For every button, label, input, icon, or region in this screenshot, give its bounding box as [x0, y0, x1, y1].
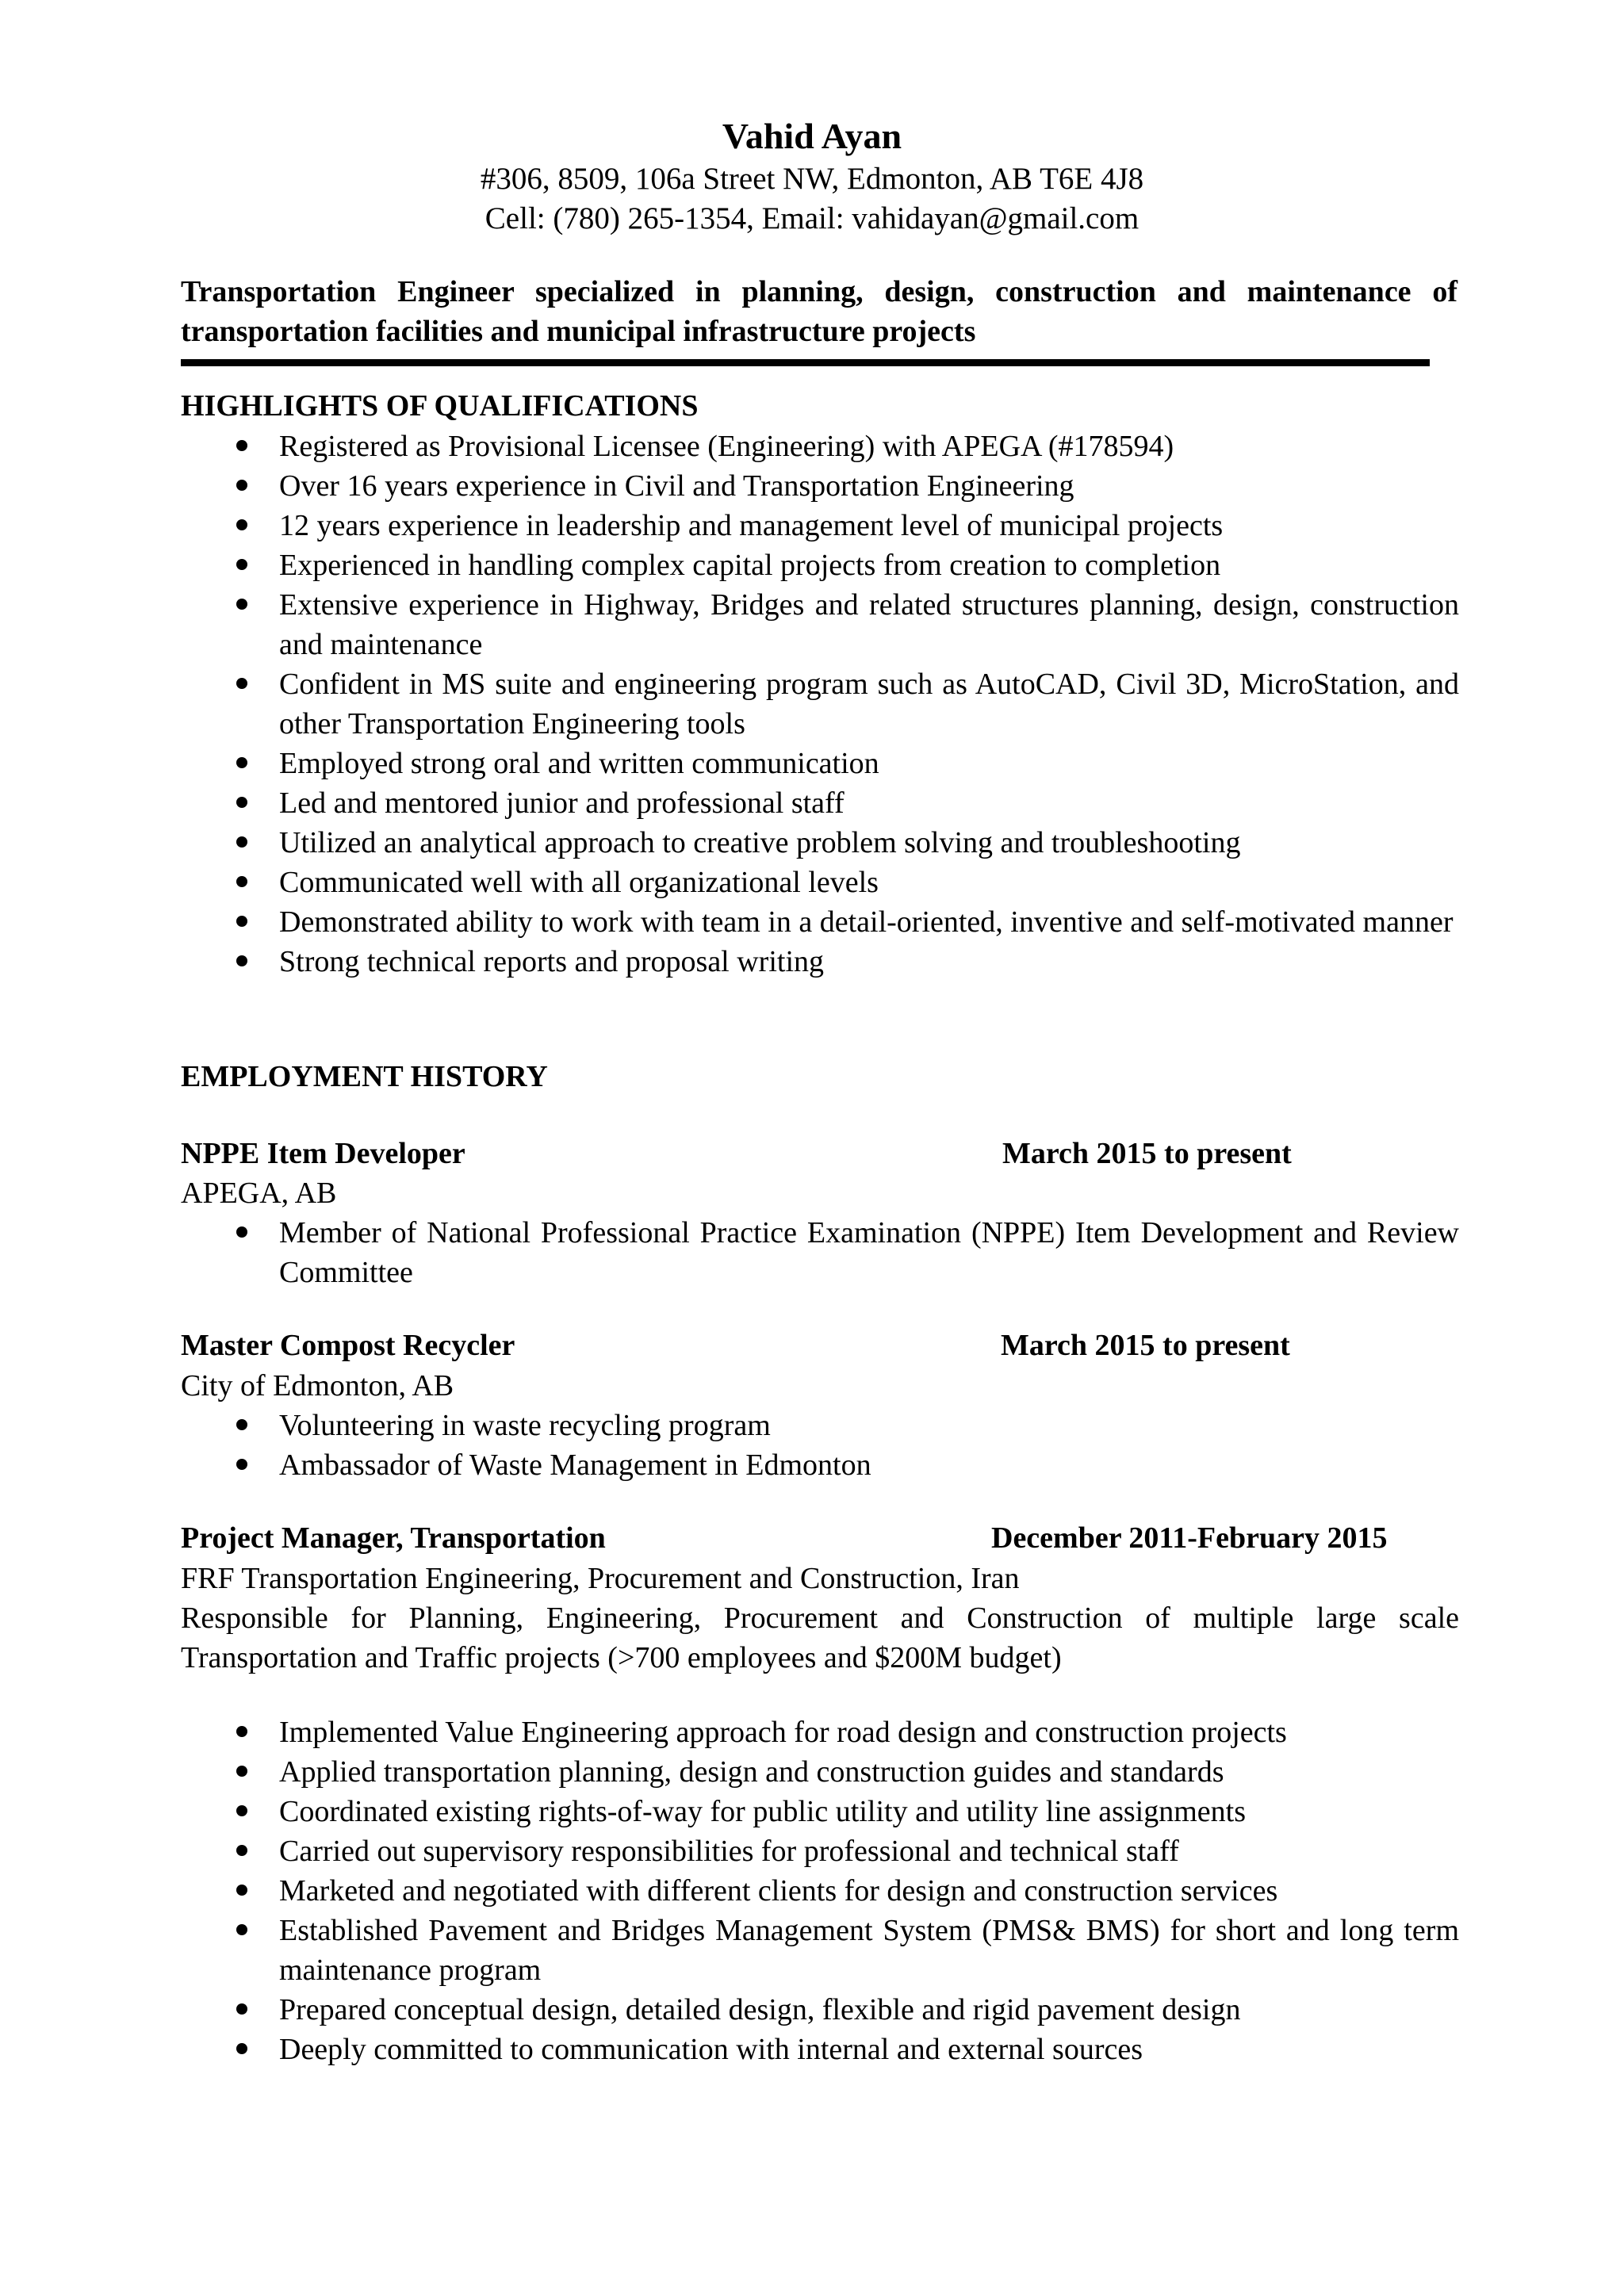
bullet-text: Registered as Provisional Licensee (Engineering) with APEGA (#178594) [279, 430, 1174, 463]
bullet-text: 12 years experience in leadership and management level of municipal projects [279, 509, 1224, 542]
bullet-text: Established Pavement and Bridges Management System (PMS& BMS) for short and long term maintenance program [279, 1914, 1459, 1987]
list-item [279, 942, 1459, 982]
bullet-text: Deeply committed to communication with internal and external sources [279, 2033, 1143, 2066]
job-organization: City of Edmonton, AB [181, 1369, 454, 1402]
bullet-icon [236, 876, 247, 887]
list-item [279, 783, 1459, 823]
bullet-text: Marketed and negotiated with different clients for design and construction services [279, 1874, 1278, 1908]
horizontal-rule [181, 359, 1430, 366]
bullet-icon [236, 678, 247, 689]
bullet-text: Implemented Value Engineering approach for road design and construction projects [279, 1716, 1287, 1749]
list-item [279, 863, 1459, 902]
list-item [279, 545, 1459, 585]
bullet-icon [236, 559, 247, 570]
bullet-icon [236, 1726, 247, 1737]
bullet-text: Confident in MS suite and engineering program such as AutoCAD, Civil 3D, MicroStation, and other Transportation Engineering tools [279, 668, 1459, 740]
bullet-text: Utilized an analytical approach to creative problem solving and troubleshooting [279, 826, 1241, 859]
bullet-text: Ambassador of Waste Management in Edmonton [279, 1448, 871, 1482]
highlights-heading: HIGHLIGHTS OF QUALIFICATIONS [181, 389, 699, 423]
list-item [279, 1990, 1459, 2030]
bullet-icon [236, 836, 247, 848]
bullet-icon [236, 1459, 247, 1470]
bullet-icon [236, 1885, 247, 1896]
bullet-icon [236, 1226, 247, 1238]
job-title: Master Compost Recycler [181, 1329, 515, 1362]
bullet-text: Communicated well with all organizational levels [279, 866, 879, 899]
bullet-text: Carried out supervisory responsibilities for professional and technical staff [279, 1835, 1179, 1868]
candidate-name: Vahid Ayan [722, 116, 902, 156]
list-item [279, 1752, 1459, 1792]
job-organization: FRF Transportation Engineering, Procurement and Construction, Iran [181, 1562, 1020, 1595]
job-organization: APEGA, AB [181, 1177, 337, 1210]
contact-line: Cell: (780) 265-1354, Email: vahidayan@gmail.com [485, 201, 1139, 235]
list-item [279, 506, 1459, 545]
list-item [279, 427, 1459, 466]
bullet-icon [236, 440, 247, 451]
list-item [279, 1445, 1459, 1485]
list-item [279, 902, 1459, 942]
bullet-text: Demonstrated ability to work with team in a detail-oriented, inventive and self-motivated manner [279, 905, 1454, 939]
list-item [279, 466, 1459, 506]
bullet-icon [236, 797, 247, 808]
bullet-text: Applied transportation planning, design and construction guides and standards [279, 1755, 1224, 1789]
bullet-icon [236, 955, 247, 966]
job-title: Project Manager, Transportation [181, 1521, 606, 1555]
bullet-text: Member of National Professional Practice Examination (NPPE) Item Development and Review Committee [279, 1216, 1459, 1289]
list-item [279, 1871, 1459, 1911]
bullet-text: Experienced in handling complex capital projects from creation to completion [279, 549, 1221, 582]
bullet-icon [236, 1924, 247, 1935]
bullet-icon [236, 1845, 247, 1856]
list-item [279, 1712, 1459, 1752]
list-item [279, 1831, 1459, 1871]
bullet-text: Strong technical reports and proposal writing [279, 945, 825, 978]
bullet-icon [236, 1805, 247, 1816]
bullet-text: Extensive experience in Highway, Bridges and related structures planning, design, construction and maintenance [279, 588, 1459, 661]
list-item [279, 1911, 1459, 1990]
job-bullets [279, 1406, 1459, 1485]
list-item [279, 1792, 1459, 1831]
employment-heading: EMPLOYMENT HISTORY [181, 1060, 548, 1093]
bullet-icon [236, 480, 247, 491]
list-item [279, 2030, 1459, 2069]
list-item [279, 664, 1459, 744]
bullet-icon [236, 916, 247, 927]
job-title: NPPE Item Developer [181, 1137, 465, 1170]
job-bullets [279, 1213, 1459, 1292]
job-dates: March 2015 to present [1002, 1137, 1292, 1170]
list-item [279, 744, 1459, 783]
bullet-text: Employed strong oral and written communication [279, 747, 879, 780]
job-description: Responsible for Planning, Engineering, Procurement and Construction of multiple large scale Transportation and Traffic projects (>700 employees and $200M budget) [181, 1601, 1459, 1674]
bullet-icon [236, 2043, 247, 2054]
bullet-text: Over 16 years experience in Civil and Transportation Engineering [279, 469, 1074, 503]
bullet-text: Coordinated existing rights-of-way for public utility and utility line assignments [279, 1795, 1246, 1828]
bullet-icon [236, 519, 247, 530]
bullet-icon [236, 599, 247, 610]
address-line: #306, 8509, 106a Street NW, Edmonton, AB T6E 4J8 [480, 162, 1144, 196]
bullet-icon [236, 757, 247, 768]
job-dates: December 2011-February 2015 [991, 1521, 1388, 1555]
bullet-icon [236, 2003, 247, 2015]
list-item [279, 1213, 1459, 1292]
list-item [279, 1406, 1459, 1445]
bullet-text: Prepared conceptual design, detailed design, flexible and rigid pavement design [279, 1993, 1241, 2026]
job-dates: March 2015 to present [1001, 1329, 1290, 1362]
list-item [279, 585, 1459, 664]
professional-summary: Transportation Engineer specialized in planning, design, construction and maintenance of transportation facilities and municipal infrastructure projects [181, 275, 1457, 348]
bullet-text: Led and mentored junior and professional staff [279, 786, 845, 820]
bullet-icon [236, 1766, 247, 1777]
bullet-icon [236, 1419, 247, 1430]
highlights-list [279, 427, 1459, 982]
bullet-text: Volunteering in waste recycling program [279, 1409, 771, 1442]
job-bullets [279, 1712, 1459, 2069]
list-item [279, 823, 1459, 863]
